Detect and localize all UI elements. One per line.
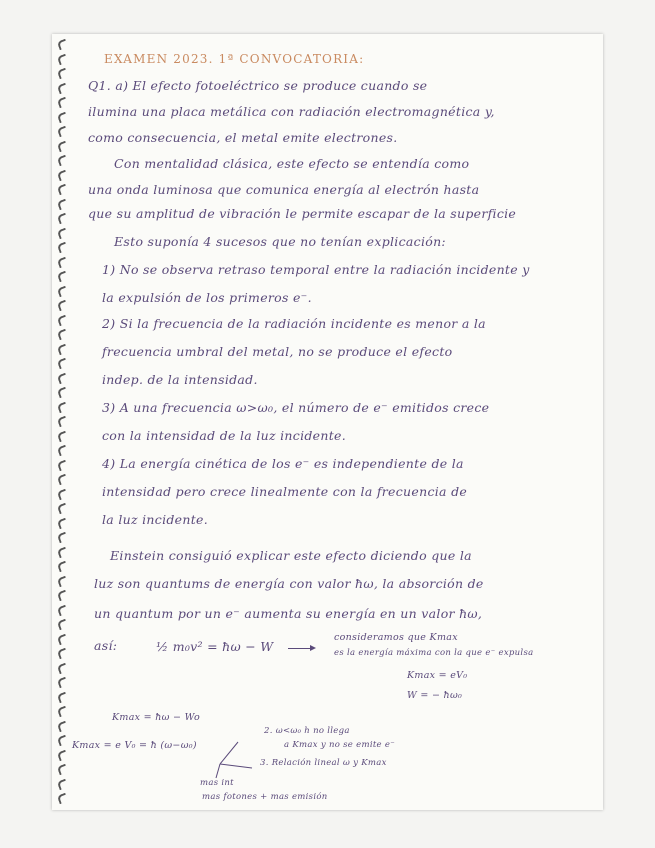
equation-kmax-ev: Kmax = eV₀ xyxy=(407,670,468,681)
text-line: intensidad pero crece linealmente con la frecuencia de xyxy=(102,484,468,499)
text-line: indep. de la intensidad. xyxy=(102,372,258,387)
equation-note: consideramos que Kmax xyxy=(334,632,458,643)
note-frequency: 2. ω<ω₀ h no llega xyxy=(264,726,350,736)
text-line: 2) Si la frecuencia de la radiación incidente es menor a la xyxy=(102,316,486,331)
text-line: la expulsión de los primeros e⁻. xyxy=(102,290,312,305)
text-line: frecuencia umbral del metal, no se produce el efecto xyxy=(102,344,453,359)
note-intensity: mas fotones + mas emisión xyxy=(202,792,328,802)
equation-main: ½ m₀v² = ħω − W xyxy=(156,639,274,654)
text-line: Q1. a) El efecto fotoeléctrico se produce cuando se xyxy=(88,78,428,93)
equation-kmax: Kmax = ħω − Wo xyxy=(112,712,201,723)
text-line: así: xyxy=(94,638,118,653)
text-line: ilumina una placa metálica con radiación electromagnética y, xyxy=(88,104,495,119)
note-intensity: mas int xyxy=(200,778,234,788)
text-line: 1) No se observa retraso temporal entre la radiación incidente y xyxy=(102,262,530,277)
text-line: 3) A una frecuencia ω>ω₀, el número de e⁻ emitidos crece xyxy=(102,400,490,415)
text-line: luz son quantums de energía con valor ħω, la absorción de xyxy=(94,576,484,591)
text-line: como consecuencia, el metal emite electrones. xyxy=(88,130,398,145)
text-line: que su amplitud de vibración le permite escapar de la superficie xyxy=(88,206,517,221)
branch-arrows-icon xyxy=(52,34,603,810)
note-frequency: a Kmax y no se emite e⁻ xyxy=(284,740,396,750)
text-line: con la intensidad de la luz incidente. xyxy=(102,428,347,443)
equation-kmax-full: Kmax = e V₀ = ħ (ω−ω₀) xyxy=(72,740,197,751)
text-line: un quantum por un e⁻ aumenta su energía en un valor ħω, xyxy=(94,606,483,621)
text-line: Einstein consiguió explicar este efecto diciendo que la xyxy=(110,548,472,563)
text-line: Con mentalidad clásica, este efecto se entendía como xyxy=(114,156,470,171)
text-line: Esto suponía 4 sucesos que no tenían explicación: xyxy=(114,234,446,249)
equation-work: W = − ħω₀ xyxy=(407,690,463,701)
text-line: una onda luminosa que comunica energía al electrón hasta xyxy=(88,182,480,197)
text-line: 4) La energía cinética de los e⁻ es independiente de la xyxy=(102,456,464,471)
text-line: la luz incidente. xyxy=(102,512,209,527)
notebook-page xyxy=(52,34,603,810)
exam-title: EXAMEN 2023. 1ª CONVOCATORIA: xyxy=(104,52,365,66)
note-linear: 3. Relación lineal ω y Kmax xyxy=(260,758,387,768)
equation-note: es la energía máxima con la que e⁻ expulsa xyxy=(334,648,534,658)
